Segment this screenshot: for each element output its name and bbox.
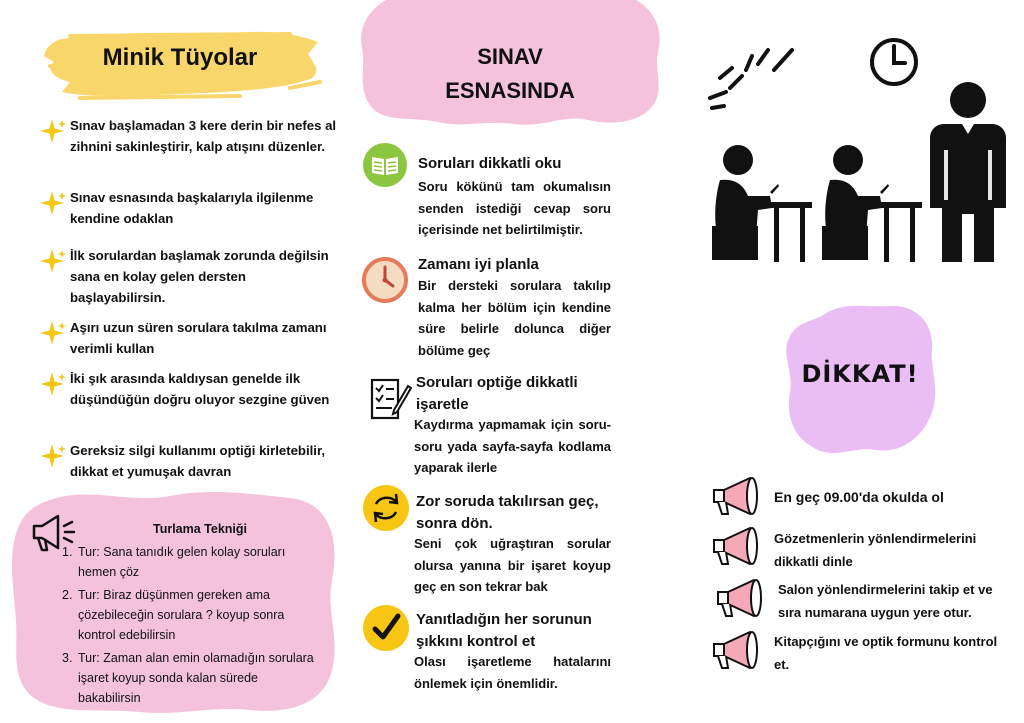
section-heading: Soruları dikkatli oku bbox=[418, 155, 562, 172]
list-number: 2. bbox=[62, 588, 73, 602]
tips-title: Minik Tüyolar bbox=[102, 44, 258, 71]
exam-title-line1: SINAV bbox=[477, 44, 543, 69]
section-body: Bir dersteki sorulara takılıp kalma her bölüm için kendine süre belirle dolunca diğer bölüme geç bbox=[418, 278, 611, 358]
tip-text: İki şık arasında kaldıysan genelde ilk düşündüğün doğru oluyor sezgine güven bbox=[70, 371, 330, 407]
tip-text: İlk sorulardan başlamak zorunda değilsin sana en kolay gelen dersten başlayabilirsin. bbox=[70, 248, 329, 305]
megaphone-icon bbox=[710, 626, 762, 672]
list-item bbox=[62, 648, 322, 708]
tip-text: Gereksiz silgi kullanımı optiği kirletebilir, dikkat et yumuşak davran bbox=[70, 443, 326, 479]
section-heading: Soruları optiğe dikkatli işaretle bbox=[416, 374, 578, 413]
attention-item: En geç 09.00'da okulda ol bbox=[774, 489, 944, 505]
megaphone-icon bbox=[710, 472, 762, 518]
exam-illustration bbox=[700, 30, 1020, 270]
arrows-icon bbox=[362, 484, 410, 532]
tip-item bbox=[38, 187, 338, 229]
megaphone-icon bbox=[714, 574, 766, 620]
list-number: 1. bbox=[62, 545, 73, 559]
sparkle-icon bbox=[38, 319, 68, 349]
section-heading: Zor soruda takılırsan geç, sonra dön. bbox=[416, 493, 599, 532]
tip-text: Sınav esnasında başkalarıyla ilgilenme kendine odaklan bbox=[70, 190, 314, 226]
tip-item bbox=[38, 368, 338, 410]
book-icon bbox=[362, 142, 408, 188]
tip-item bbox=[38, 317, 338, 359]
section-heading: Yanıtladığın her sorunun şıkkını kontrol et bbox=[416, 611, 592, 650]
attention-item: Kitapçığını ve optik formunu kontrol et. bbox=[774, 634, 998, 672]
exam-title-line2: ESNASINDA bbox=[445, 78, 575, 103]
section-body: Soru kökünü tam okumalısın senden istediği cevap soru içerisinde net belirtilmiştir. bbox=[418, 179, 611, 237]
wall-clock-icon bbox=[872, 40, 916, 84]
proctor-icon bbox=[930, 82, 1006, 262]
tip-item bbox=[38, 245, 338, 308]
tip-item bbox=[38, 440, 338, 482]
list-item bbox=[62, 585, 322, 645]
tip-item bbox=[38, 115, 338, 157]
section-heading: Zamanı iyi planla bbox=[418, 256, 539, 273]
tip-text: Aşırı uzun süren sorulara takılma zamanı verimli kullan bbox=[70, 320, 327, 356]
list-text: Tur: Zaman alan emin olamadığın sorulara işaret koyup sonda kalan sürede bakabilirsin bbox=[78, 651, 314, 705]
motion-lines-icon bbox=[710, 50, 792, 108]
exam-title bbox=[400, 40, 620, 108]
student-at-desk-icon bbox=[712, 145, 812, 262]
list-number: 3. bbox=[62, 651, 73, 665]
list-item bbox=[62, 542, 322, 582]
section-body: Kaydırma yapmamak için soru-soru yada sayfa-sayfa kodlama yaparak ilerle bbox=[414, 417, 611, 475]
attention-item: Gözetmenlerin yönlendirmelerini dikkatli dinle bbox=[774, 531, 977, 569]
list-text: Tur: Biraz düşünmen gereken ama çözebileceğin sorulara ? koyup sonra kontrol edebilirsin bbox=[78, 588, 285, 642]
sparkle-icon bbox=[38, 117, 68, 147]
checkmark-icon bbox=[362, 604, 410, 652]
section-body: Olası işaretleme hatalarını önlemek için önemlidir. bbox=[414, 654, 611, 691]
checklist-icon bbox=[364, 374, 412, 424]
sparkle-icon bbox=[38, 442, 68, 472]
attention-item: Salon yönlendirmelerini takip et ve sıra numarana uygun yere otur. bbox=[778, 582, 993, 620]
sparkle-icon bbox=[38, 370, 68, 400]
sparkle-icon bbox=[38, 189, 68, 219]
clock-icon bbox=[362, 257, 408, 303]
sparkle-icon bbox=[38, 247, 68, 277]
section-body: Seni çok uğraştıran sorular olursa yanına bir işaret koyup geç en son tekrar bak bbox=[414, 536, 611, 594]
list-text: Tur: Sana tanıdık gelen kolay soruları hemen çöz bbox=[78, 545, 286, 579]
attention-title: DİKKAT! bbox=[801, 360, 919, 388]
student-at-desk-icon bbox=[822, 145, 922, 262]
tur-title: Turlama Tekniği bbox=[152, 522, 247, 536]
tip-text: Sınav başlamadan 3 kere derin bir nefes al zihnini sakinleştirir, kalp atışını düzenler. bbox=[70, 118, 337, 154]
megaphone-icon bbox=[710, 522, 762, 568]
tur-list bbox=[62, 542, 322, 708]
